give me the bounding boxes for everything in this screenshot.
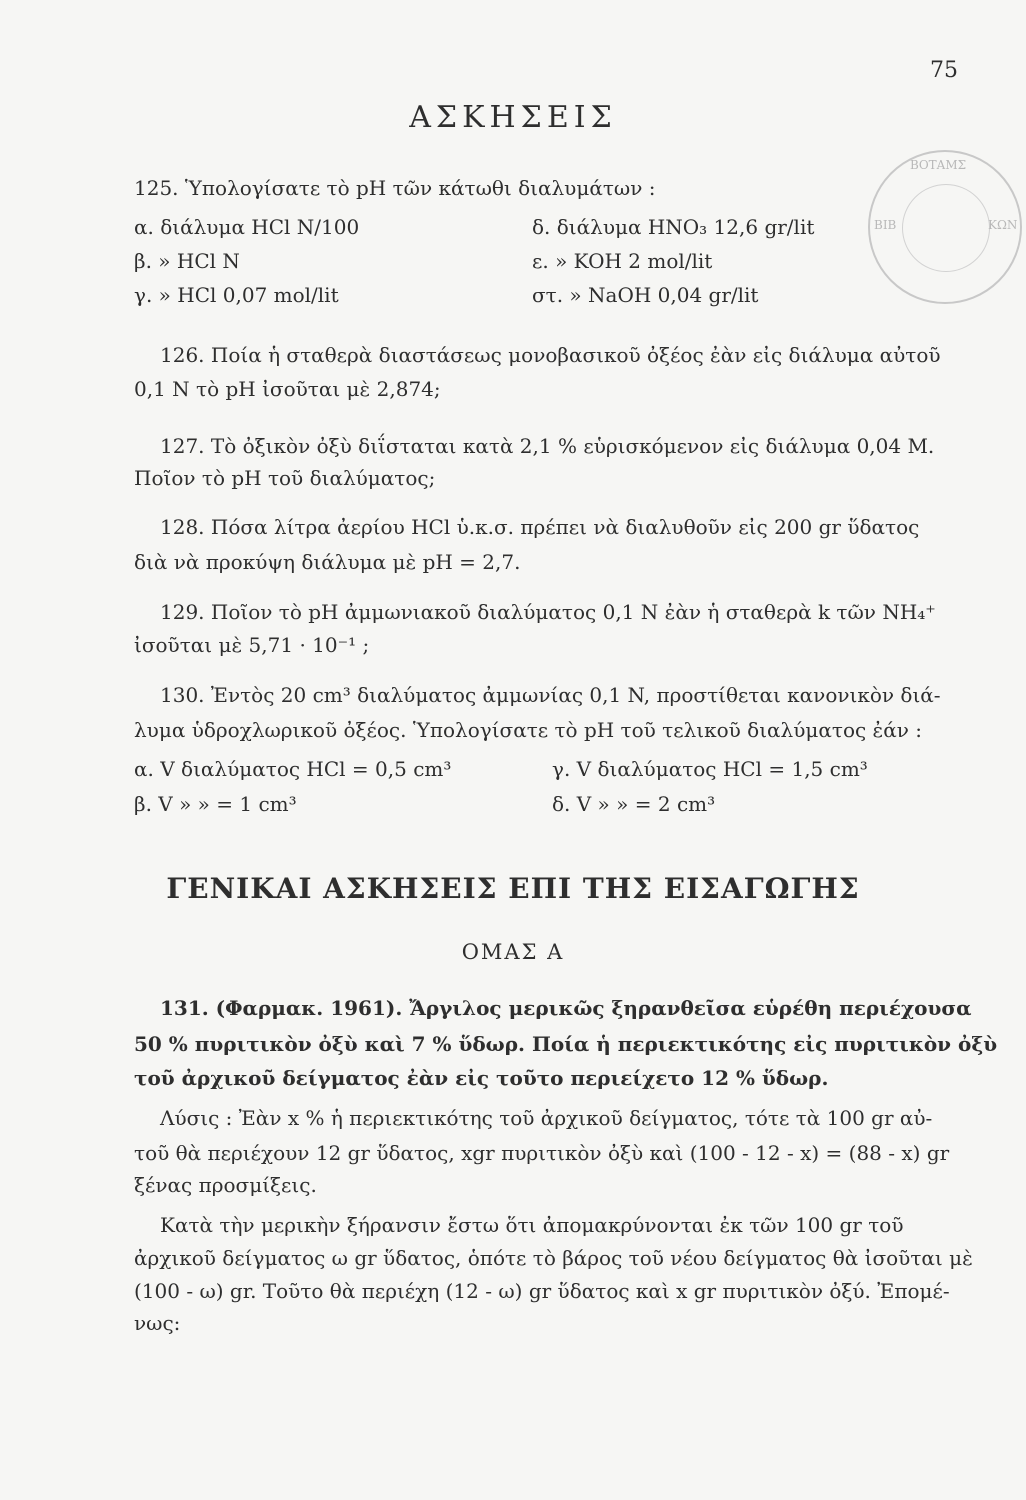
solution-p1-line1: Λύσις : Ἐὰν x % ἡ περιεκτικότης τοῦ ἀρχικοῦ δείγματος, τότε τὰ 100 gr αὐ-: [160, 1106, 933, 1130]
ex126-line2: 0,1 N τὸ pH ἰσοῦται μὲ 2,874;: [134, 377, 441, 401]
solution-p1-line3: ξένας προσμίξεις.: [134, 1173, 317, 1197]
ex125-item-b: β. » HCl N: [134, 249, 240, 273]
ex128-line2: διὰ νὰ προκύψη διάλυμα μὲ pH = 2,7.: [134, 550, 521, 574]
solution-p2-line1: Κατὰ τὴν μερικὴν ξήρανσιν ἔστω ὅτι ἀπομακρύνονται ἐκ τῶν 100 gr τοῦ: [160, 1213, 904, 1237]
solution-p2-line2: ἀρχικοῦ δείγματος ω gr ὕδατος, ὁπότε τὸ βάρος τοῦ νέου δείγματος θὰ ἰσοῦται μὲ: [134, 1246, 973, 1270]
ex130-line1: 130. Ἐντὸς 20 cm³ διαλύματος ἀμμωνίας 0,1 N, προστίθεται κανονικὸν διά-: [160, 683, 941, 707]
ex128-line1: 128. Πόσα λίτρα ἀερίου HCl ὑ.κ.σ. πρέπει νὰ διαλυθοῦν εἰς 200 gr ὕδατος: [160, 515, 920, 539]
page-number: 75: [930, 58, 958, 83]
ex131-line1: 131. (Φαρμακ. 1961). Ἄργιλος μερικῶς ξηρανθεῖσα εὑρέθη περιέχουσα: [160, 996, 972, 1020]
solution-p2-line4: νως:: [134, 1311, 181, 1335]
ex127-line1: 127. Τὸ ὀξικὸν ὀξὺ διΐσταται κατὰ 2,1 % εὑρισκόμενον εἰς διάλυμα 0,04 M.: [160, 434, 935, 458]
ex131-line3: τοῦ ἀρχικοῦ δείγματος ἐὰν εἰς τοῦτο περιείχετο 12 % ὕδωρ.: [134, 1066, 829, 1090]
ex125-item-d: δ. διάλυμα HNO₃ 12,6 gr/lit: [532, 215, 815, 239]
ex130-item-b: β. V » » = 1 cm³: [134, 792, 297, 816]
section-title: ΓΕΝΙΚΑΙ ΑΣΚΗΣΕΙΣ ΕΠΙ ΤΗΣ ΕΙΣΑΓΩΓΗΣ: [166, 872, 860, 905]
group-title: ΟΜΑΣ Α: [461, 940, 565, 964]
ex125-intro: 125. Ὑπολογίσατε τὸ pH τῶν κάτωθι διαλυμάτων :: [134, 176, 656, 200]
ex125-item-c: γ. » HCl 0,07 mol/lit: [134, 283, 339, 307]
solution-p2-line3: (100 - ω) gr. Τοῦτο θὰ περιέχη (12 - ω) gr ὕδατος καὶ x gr πυριτικὸν ὀξύ. Ἐπομέ-: [134, 1279, 950, 1303]
ex125-item-a: α. διάλυμα HCl N/100: [134, 215, 360, 239]
ex127-line2: Ποῖον τὸ pH τοῦ διαλύματος;: [134, 466, 436, 490]
ex126-line1: 126. Ποία ἡ σταθερὰ διαστάσεως μονοβασικοῦ ὀξέος ἐὰν εἰς διάλυμα αὐτοῦ: [160, 343, 941, 367]
ex129-line2: ἰσοῦται μὲ 5,71 · 10⁻¹ ;: [134, 633, 370, 657]
ex130-item-d: δ. V » » = 2 cm³: [552, 792, 716, 816]
ex125-item-f: στ. » NaOH 0,04 gr/lit: [532, 283, 759, 307]
library-stamp: ΒΟΤΑΜΣ ΒΙΒ ΚΩΝ: [868, 150, 1022, 304]
ex129-line1: 129. Ποῖον τὸ pH ἀμμωνιακοῦ διαλύματος 0,1 N ἐὰν ἡ σταθερὰ k τῶν NH₄⁺: [160, 600, 936, 624]
ex130-item-a: α. V διαλύματος HCl = 0,5 cm³: [134, 757, 452, 781]
page-heading: ΑΣΚΗΣΕΙΣ: [409, 100, 617, 135]
ex130-item-c: γ. V διαλύματος HCl = 1,5 cm³: [552, 757, 868, 781]
solution-p1-line2: τοῦ θὰ περιέχουν 12 gr ὕδατος, xgr πυριτικὸν ὀξὺ καὶ (100 - 12 - x) = (88 - x) gr: [134, 1141, 950, 1165]
ex130-line2: λυμα ὑδροχλωρικοῦ ὀξέος. Ὑπολογίσατε τὸ pH τοῦ τελικοῦ διαλύματος ἐάν :: [134, 718, 923, 742]
ex131-line2: 50 % πυριτικὸν ὀξὺ καὶ 7 % ὕδωρ. Ποία ἡ περιεκτικότης εἰς πυριτικὸν ὀξὺ: [134, 1032, 998, 1056]
ex125-item-e: ε. » KOH 2 mol/lit: [532, 249, 713, 273]
